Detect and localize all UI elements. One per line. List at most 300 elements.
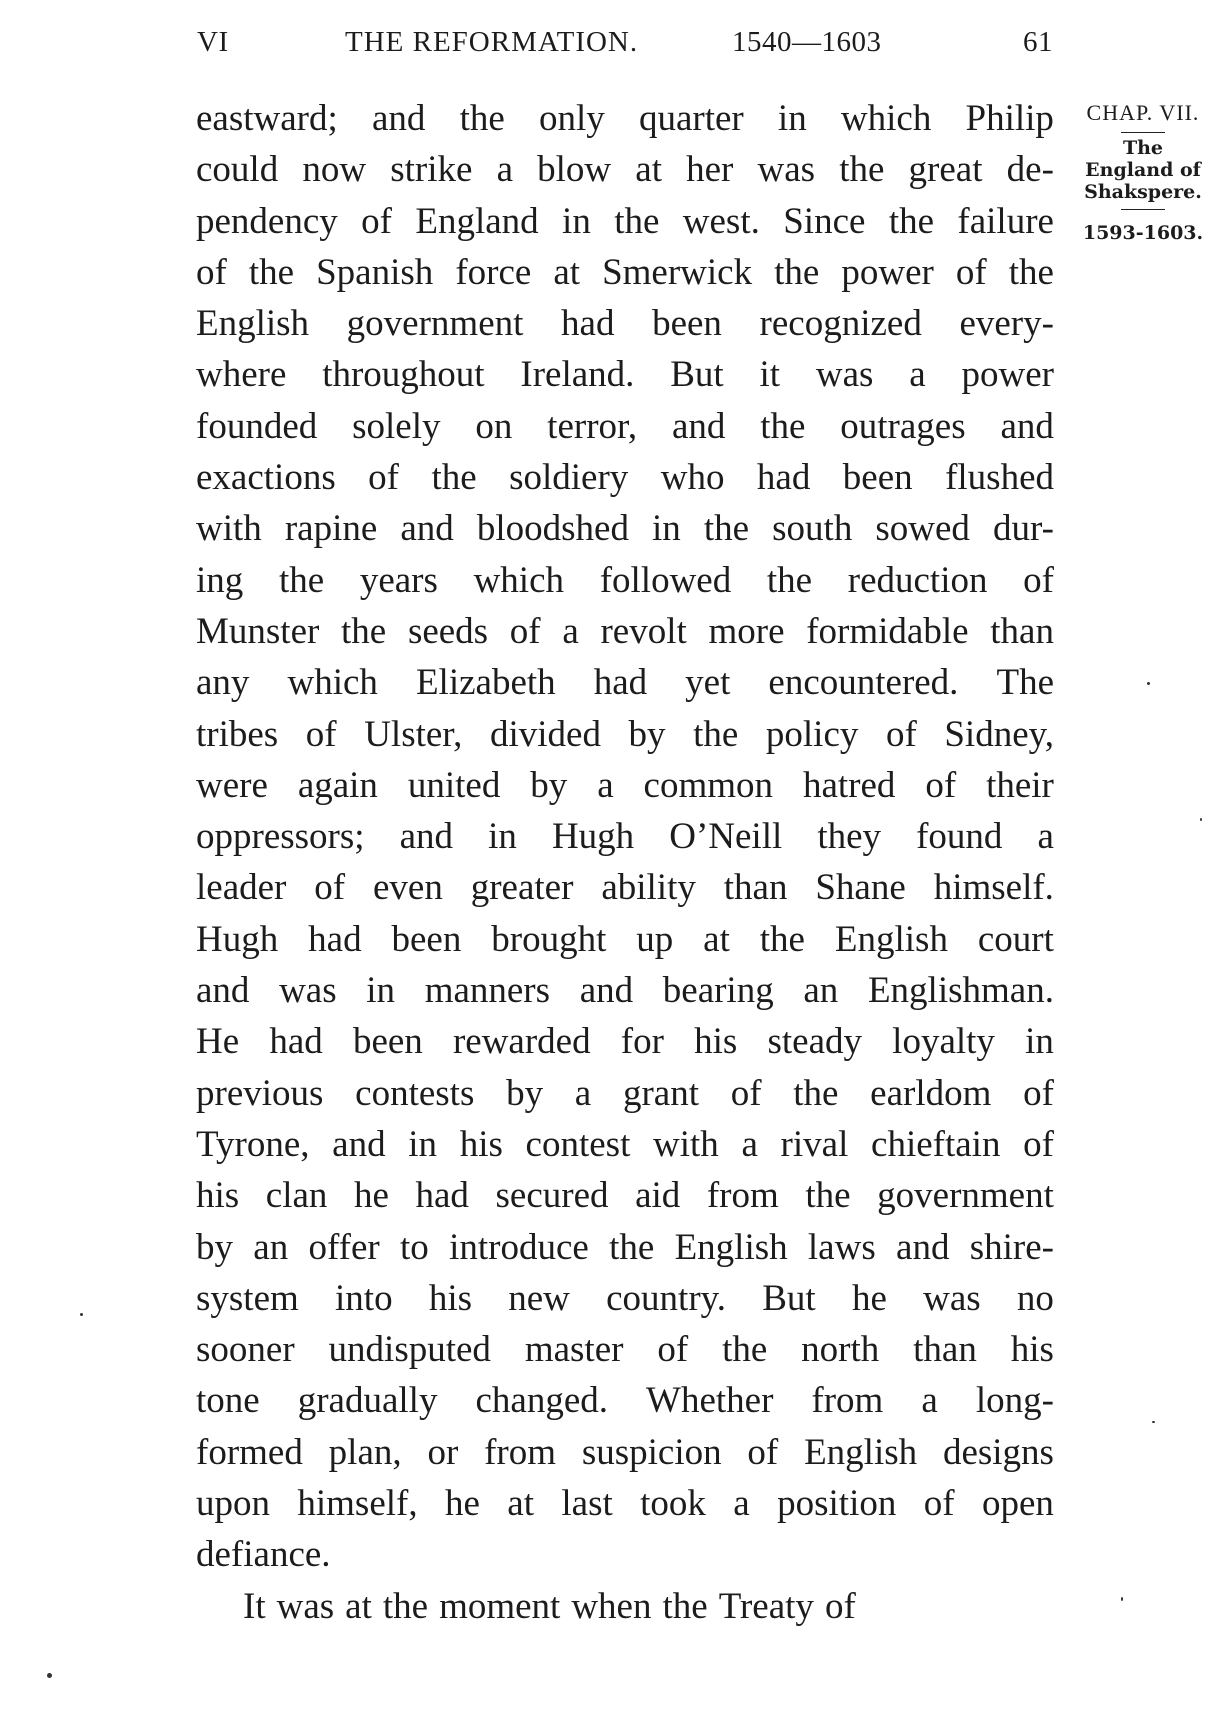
word: in <box>1025 1021 1054 1063</box>
word: rapine <box>284 508 378 550</box>
word: of <box>923 1483 955 1525</box>
word: a <box>1037 816 1054 858</box>
word: Tyrone, <box>196 1123 310 1165</box>
word: the <box>774 251 820 293</box>
word: of <box>361 200 392 242</box>
word: of <box>955 251 987 293</box>
word: by <box>530 764 568 806</box>
text-line <box>196 1222 1054 1273</box>
word: But <box>762 1277 816 1319</box>
margin-sidenote <box>1068 100 1218 244</box>
word: in <box>366 970 396 1012</box>
word: dur- <box>993 508 1054 550</box>
word: upon <box>196 1483 270 1525</box>
word: his <box>428 1277 472 1319</box>
word: of <box>730 1072 762 1114</box>
word: The <box>996 662 1054 704</box>
word: de- <box>1006 149 1054 191</box>
section-numeral: VI <box>197 26 229 58</box>
word: great <box>908 149 983 191</box>
word: years <box>359 559 438 601</box>
word: it <box>759 354 781 396</box>
word: with <box>653 1123 719 1165</box>
word: master <box>524 1329 624 1371</box>
text-line <box>196 93 1054 144</box>
word: system <box>196 1277 299 1319</box>
word: by <box>506 1072 544 1114</box>
word: had <box>593 662 648 704</box>
word: united <box>407 764 501 806</box>
word: ing <box>196 559 244 601</box>
word: had <box>561 303 615 345</box>
word: Treaty <box>718 1585 814 1627</box>
word: tone <box>196 1380 260 1422</box>
word: which <box>287 662 378 704</box>
word: terror, <box>547 405 638 447</box>
page-number: 61 <box>1023 26 1053 58</box>
word: had <box>308 918 362 960</box>
word: an <box>253 1226 289 1268</box>
scan-speck <box>1121 1597 1123 1601</box>
body-text <box>196 93 1054 1632</box>
word: eastward; <box>196 98 338 139</box>
word: country. <box>606 1277 726 1319</box>
sidenote-chapter: CHAP. VII. <box>1086 100 1200 125</box>
word: England <box>415 200 539 242</box>
word: Munster <box>196 610 320 652</box>
word: again <box>297 764 378 806</box>
word: Ireland. <box>520 354 635 396</box>
word: Englishman. <box>867 970 1054 1012</box>
word: a <box>597 764 614 806</box>
scan-speck <box>1200 818 1202 821</box>
word: steady <box>767 1021 862 1063</box>
word: of <box>368 457 399 499</box>
word: more <box>708 610 785 652</box>
word: previous <box>196 1072 324 1114</box>
word: by <box>196 1226 233 1268</box>
word: the <box>609 1226 655 1268</box>
word: power <box>841 251 934 293</box>
text-line <box>196 1478 1054 1529</box>
word: of <box>657 1329 689 1371</box>
word: a <box>921 1380 938 1422</box>
word: were <box>196 764 268 806</box>
word: chieftain <box>871 1123 1001 1165</box>
word: hatred <box>802 764 896 806</box>
word: government <box>877 1175 1054 1217</box>
word: his <box>694 1021 738 1063</box>
word: the <box>693 713 739 755</box>
word: power <box>961 354 1054 396</box>
word: founded <box>196 405 318 447</box>
word: and <box>196 970 250 1012</box>
word: contest <box>525 1123 631 1165</box>
word: Philip <box>965 98 1054 139</box>
word: he <box>851 1277 887 1319</box>
word: earldom <box>870 1072 992 1114</box>
word: the <box>766 559 813 601</box>
word: no <box>1016 1277 1054 1319</box>
text-line <box>196 298 1054 349</box>
word: the <box>278 559 325 601</box>
word: sooner <box>196 1329 295 1371</box>
scan-speck <box>1147 682 1150 685</box>
word: he <box>353 1175 389 1217</box>
word: been <box>352 1021 423 1063</box>
text-line <box>196 247 1054 298</box>
word: a <box>741 1123 758 1165</box>
word: common <box>643 764 774 806</box>
word: their <box>986 764 1054 806</box>
word: rewarded <box>452 1021 591 1063</box>
word: of <box>885 713 917 755</box>
word: of <box>1023 559 1054 601</box>
word: or <box>427 1431 459 1473</box>
word: recognized <box>759 303 922 345</box>
word: took <box>640 1483 706 1525</box>
word: they <box>817 816 882 858</box>
sidenote-heading-line2: England of <box>1085 159 1201 181</box>
word: Hugh <box>196 918 279 960</box>
word: quarter <box>638 98 744 139</box>
word: the <box>431 457 477 499</box>
word: and <box>332 1123 386 1165</box>
word: west. <box>682 200 760 242</box>
word: an <box>803 970 839 1012</box>
text-line <box>196 914 1054 965</box>
word: Ulster, <box>364 713 463 755</box>
word: which <box>840 98 932 139</box>
word: bearing <box>662 970 774 1012</box>
word: But <box>670 354 724 396</box>
word: the <box>793 1072 839 1114</box>
word: long- <box>975 1380 1054 1422</box>
text-line <box>196 1324 1054 1375</box>
word: encountered. <box>768 662 959 704</box>
word: his <box>459 1123 503 1165</box>
word: divided <box>489 713 601 755</box>
word: at <box>345 1585 372 1627</box>
word: at <box>553 251 581 293</box>
word: from <box>811 1380 884 1422</box>
word: ability <box>601 867 696 909</box>
text-line <box>196 555 1054 606</box>
word: up <box>636 918 674 960</box>
word: every- <box>959 303 1054 345</box>
word: loyalty <box>892 1021 995 1063</box>
word: of <box>196 251 227 293</box>
word: where <box>196 354 287 396</box>
word: the <box>341 610 387 652</box>
word: English <box>834 918 948 960</box>
word: last <box>561 1483 613 1525</box>
word: followed <box>599 559 732 601</box>
word: at <box>635 149 662 191</box>
word: clan <box>265 1175 328 1217</box>
word: greater <box>470 867 574 909</box>
word: of <box>314 867 346 909</box>
word: English <box>674 1226 788 1268</box>
word: formed <box>196 1431 303 1473</box>
word: revolt <box>600 610 687 652</box>
word: than <box>990 610 1054 652</box>
word: on <box>475 405 513 447</box>
word: tribes <box>196 713 279 755</box>
word: the <box>459 98 505 139</box>
word: was <box>279 970 337 1012</box>
word: in <box>652 508 681 550</box>
word: sowed <box>875 508 970 550</box>
word: designs <box>942 1431 1054 1473</box>
text-line <box>196 349 1054 400</box>
word: of <box>509 610 541 652</box>
word: rival <box>780 1123 849 1165</box>
word: even <box>372 867 443 909</box>
word: and <box>579 970 634 1012</box>
text-line <box>196 811 1054 862</box>
word: force <box>455 251 532 293</box>
word: formidable <box>806 610 969 652</box>
scan-speck <box>47 1673 52 1678</box>
word: solely <box>352 405 441 447</box>
word: to <box>400 1226 429 1268</box>
word: in <box>488 816 517 858</box>
text-line <box>196 1375 1054 1426</box>
running-years: 1540—1603 <box>732 26 882 58</box>
word: and <box>399 816 454 858</box>
word: defiance. <box>196 1534 331 1576</box>
word: the <box>805 1175 851 1217</box>
running-head <box>0 26 1219 66</box>
text-line <box>196 1068 1054 1119</box>
word: of <box>747 1431 779 1473</box>
text-line <box>196 709 1054 760</box>
word: himself, <box>297 1483 418 1525</box>
word: the <box>703 508 750 550</box>
word: He <box>196 1021 240 1063</box>
word: aid <box>635 1175 681 1217</box>
text-line <box>196 965 1054 1016</box>
word: a <box>562 610 579 652</box>
word: was <box>815 354 874 396</box>
word: had <box>415 1175 469 1217</box>
word: open <box>981 1483 1054 1525</box>
word: flushed <box>945 457 1054 499</box>
word: in <box>562 200 591 242</box>
word: Sidney, <box>944 713 1054 755</box>
word: English <box>196 303 310 345</box>
word: was <box>757 149 816 191</box>
text-line <box>196 1170 1054 1221</box>
word: a <box>909 354 926 396</box>
text-line <box>196 1016 1054 1067</box>
word: of <box>1023 1072 1054 1114</box>
word: plan, <box>328 1431 402 1473</box>
word: leader <box>196 867 287 909</box>
word: Elizabeth <box>415 662 556 704</box>
word: north <box>801 1329 880 1371</box>
word: Smerwick <box>602 251 753 293</box>
word: than <box>913 1329 977 1371</box>
word: been <box>391 918 462 960</box>
word: from <box>706 1175 779 1217</box>
word: was <box>276 1585 335 1627</box>
text-line <box>196 452 1054 503</box>
word: the <box>760 405 806 447</box>
word: laws <box>807 1226 876 1268</box>
word: with <box>196 508 262 550</box>
text-line <box>196 144 1054 195</box>
word: been <box>842 457 913 499</box>
word: by <box>628 713 666 755</box>
word: in <box>408 1123 438 1165</box>
word: oppressors; <box>196 816 365 858</box>
word: found <box>916 816 1003 858</box>
word: Hugh <box>551 816 635 858</box>
word: who <box>660 457 725 499</box>
word: strike <box>390 149 473 191</box>
text-line <box>196 1273 1054 1324</box>
word: O’Neill <box>669 816 783 858</box>
word: had <box>756 457 811 499</box>
sidenote-rule-top <box>1121 132 1165 133</box>
word: the <box>248 251 295 293</box>
word: bloodshed <box>476 508 629 550</box>
word: now <box>302 149 367 191</box>
word: and <box>1000 405 1054 447</box>
word: the <box>759 918 805 960</box>
word: into <box>335 1277 393 1319</box>
running-title: THE REFORMATION. <box>345 26 639 58</box>
word: failure <box>957 200 1054 242</box>
text-line <box>196 196 1054 247</box>
word: when <box>571 1585 652 1627</box>
text-line <box>196 503 1054 554</box>
word: a <box>733 1483 750 1525</box>
word: of <box>824 1585 856 1627</box>
word: at <box>507 1483 534 1525</box>
word: shire- <box>969 1226 1054 1268</box>
scan-speck <box>1152 1421 1155 1423</box>
word: for <box>620 1021 664 1063</box>
word: soldiery <box>509 457 629 499</box>
word: at <box>703 918 730 960</box>
word: himself. <box>933 867 1054 909</box>
word: the <box>382 1585 429 1627</box>
word: contests <box>355 1072 475 1114</box>
text-line <box>196 606 1054 657</box>
word: of <box>305 713 337 755</box>
word: undisputed <box>328 1329 491 1371</box>
word: manners <box>424 970 551 1012</box>
word: of <box>925 764 957 806</box>
sidenote-heading-line3: Shakspere. <box>1084 181 1202 203</box>
text-line <box>196 1119 1054 1170</box>
word: he <box>444 1483 480 1525</box>
word: new <box>508 1277 570 1319</box>
text-line <box>196 1427 1054 1478</box>
word: than <box>723 867 788 909</box>
sidenote-rule-bottom <box>1121 209 1165 210</box>
word: south <box>772 508 853 550</box>
word: and <box>400 508 454 550</box>
word: the <box>888 200 935 242</box>
word: the <box>722 1329 768 1371</box>
text-line <box>196 1529 1054 1580</box>
word: a <box>574 1072 592 1114</box>
sidenote-years: 1593-1603. <box>1082 222 1204 244</box>
word: introduce <box>449 1226 589 1268</box>
word: was <box>923 1277 981 1319</box>
word: the <box>839 149 885 191</box>
word: suspicion <box>581 1431 722 1473</box>
word: had <box>269 1021 323 1063</box>
word: from <box>484 1431 557 1473</box>
text-line <box>196 401 1054 452</box>
word: been <box>652 303 722 345</box>
word: his <box>196 1175 240 1217</box>
word: his <box>1010 1329 1054 1371</box>
word: and <box>671 405 726 447</box>
word: yet <box>685 662 731 704</box>
word: could <box>196 149 279 191</box>
text-line <box>196 657 1054 708</box>
word: brought <box>491 918 607 960</box>
word: in <box>777 98 807 139</box>
text-line <box>196 760 1054 811</box>
word: only <box>538 98 605 139</box>
word: Whether <box>646 1380 774 1422</box>
word: Since <box>783 200 866 242</box>
word: gradually <box>297 1380 438 1422</box>
word: English <box>804 1431 918 1473</box>
text-line <box>196 1581 1054 1632</box>
word: and <box>896 1226 950 1268</box>
word: seeds <box>407 610 489 652</box>
word: position <box>777 1483 897 1525</box>
word: policy <box>765 713 859 755</box>
word: It <box>243 1585 266 1627</box>
text-line <box>196 862 1054 913</box>
word: changed. <box>475 1380 608 1422</box>
word: moment <box>439 1585 561 1627</box>
word: reduction <box>847 559 988 601</box>
word: her <box>686 149 734 191</box>
word: the <box>662 1585 708 1627</box>
word: Spanish <box>316 251 434 293</box>
word: blow <box>537 149 612 191</box>
word: the <box>614 200 660 242</box>
word: grant <box>622 1072 699 1114</box>
word: and <box>371 98 426 139</box>
word: exactions <box>196 457 336 499</box>
word: which <box>473 559 565 601</box>
word: court <box>977 918 1054 960</box>
word: Shane <box>815 867 906 909</box>
word: offer <box>308 1226 380 1268</box>
word: a <box>496 149 513 191</box>
word: any <box>196 662 250 704</box>
word: secured <box>495 1175 609 1217</box>
word: of <box>1023 1123 1054 1165</box>
word: the <box>1008 251 1054 293</box>
word: outrages <box>840 405 966 447</box>
word: government <box>346 303 524 345</box>
scan-speck <box>80 1313 83 1316</box>
sidenote-heading-line1: The <box>1122 137 1164 159</box>
word: pendency <box>196 200 338 242</box>
